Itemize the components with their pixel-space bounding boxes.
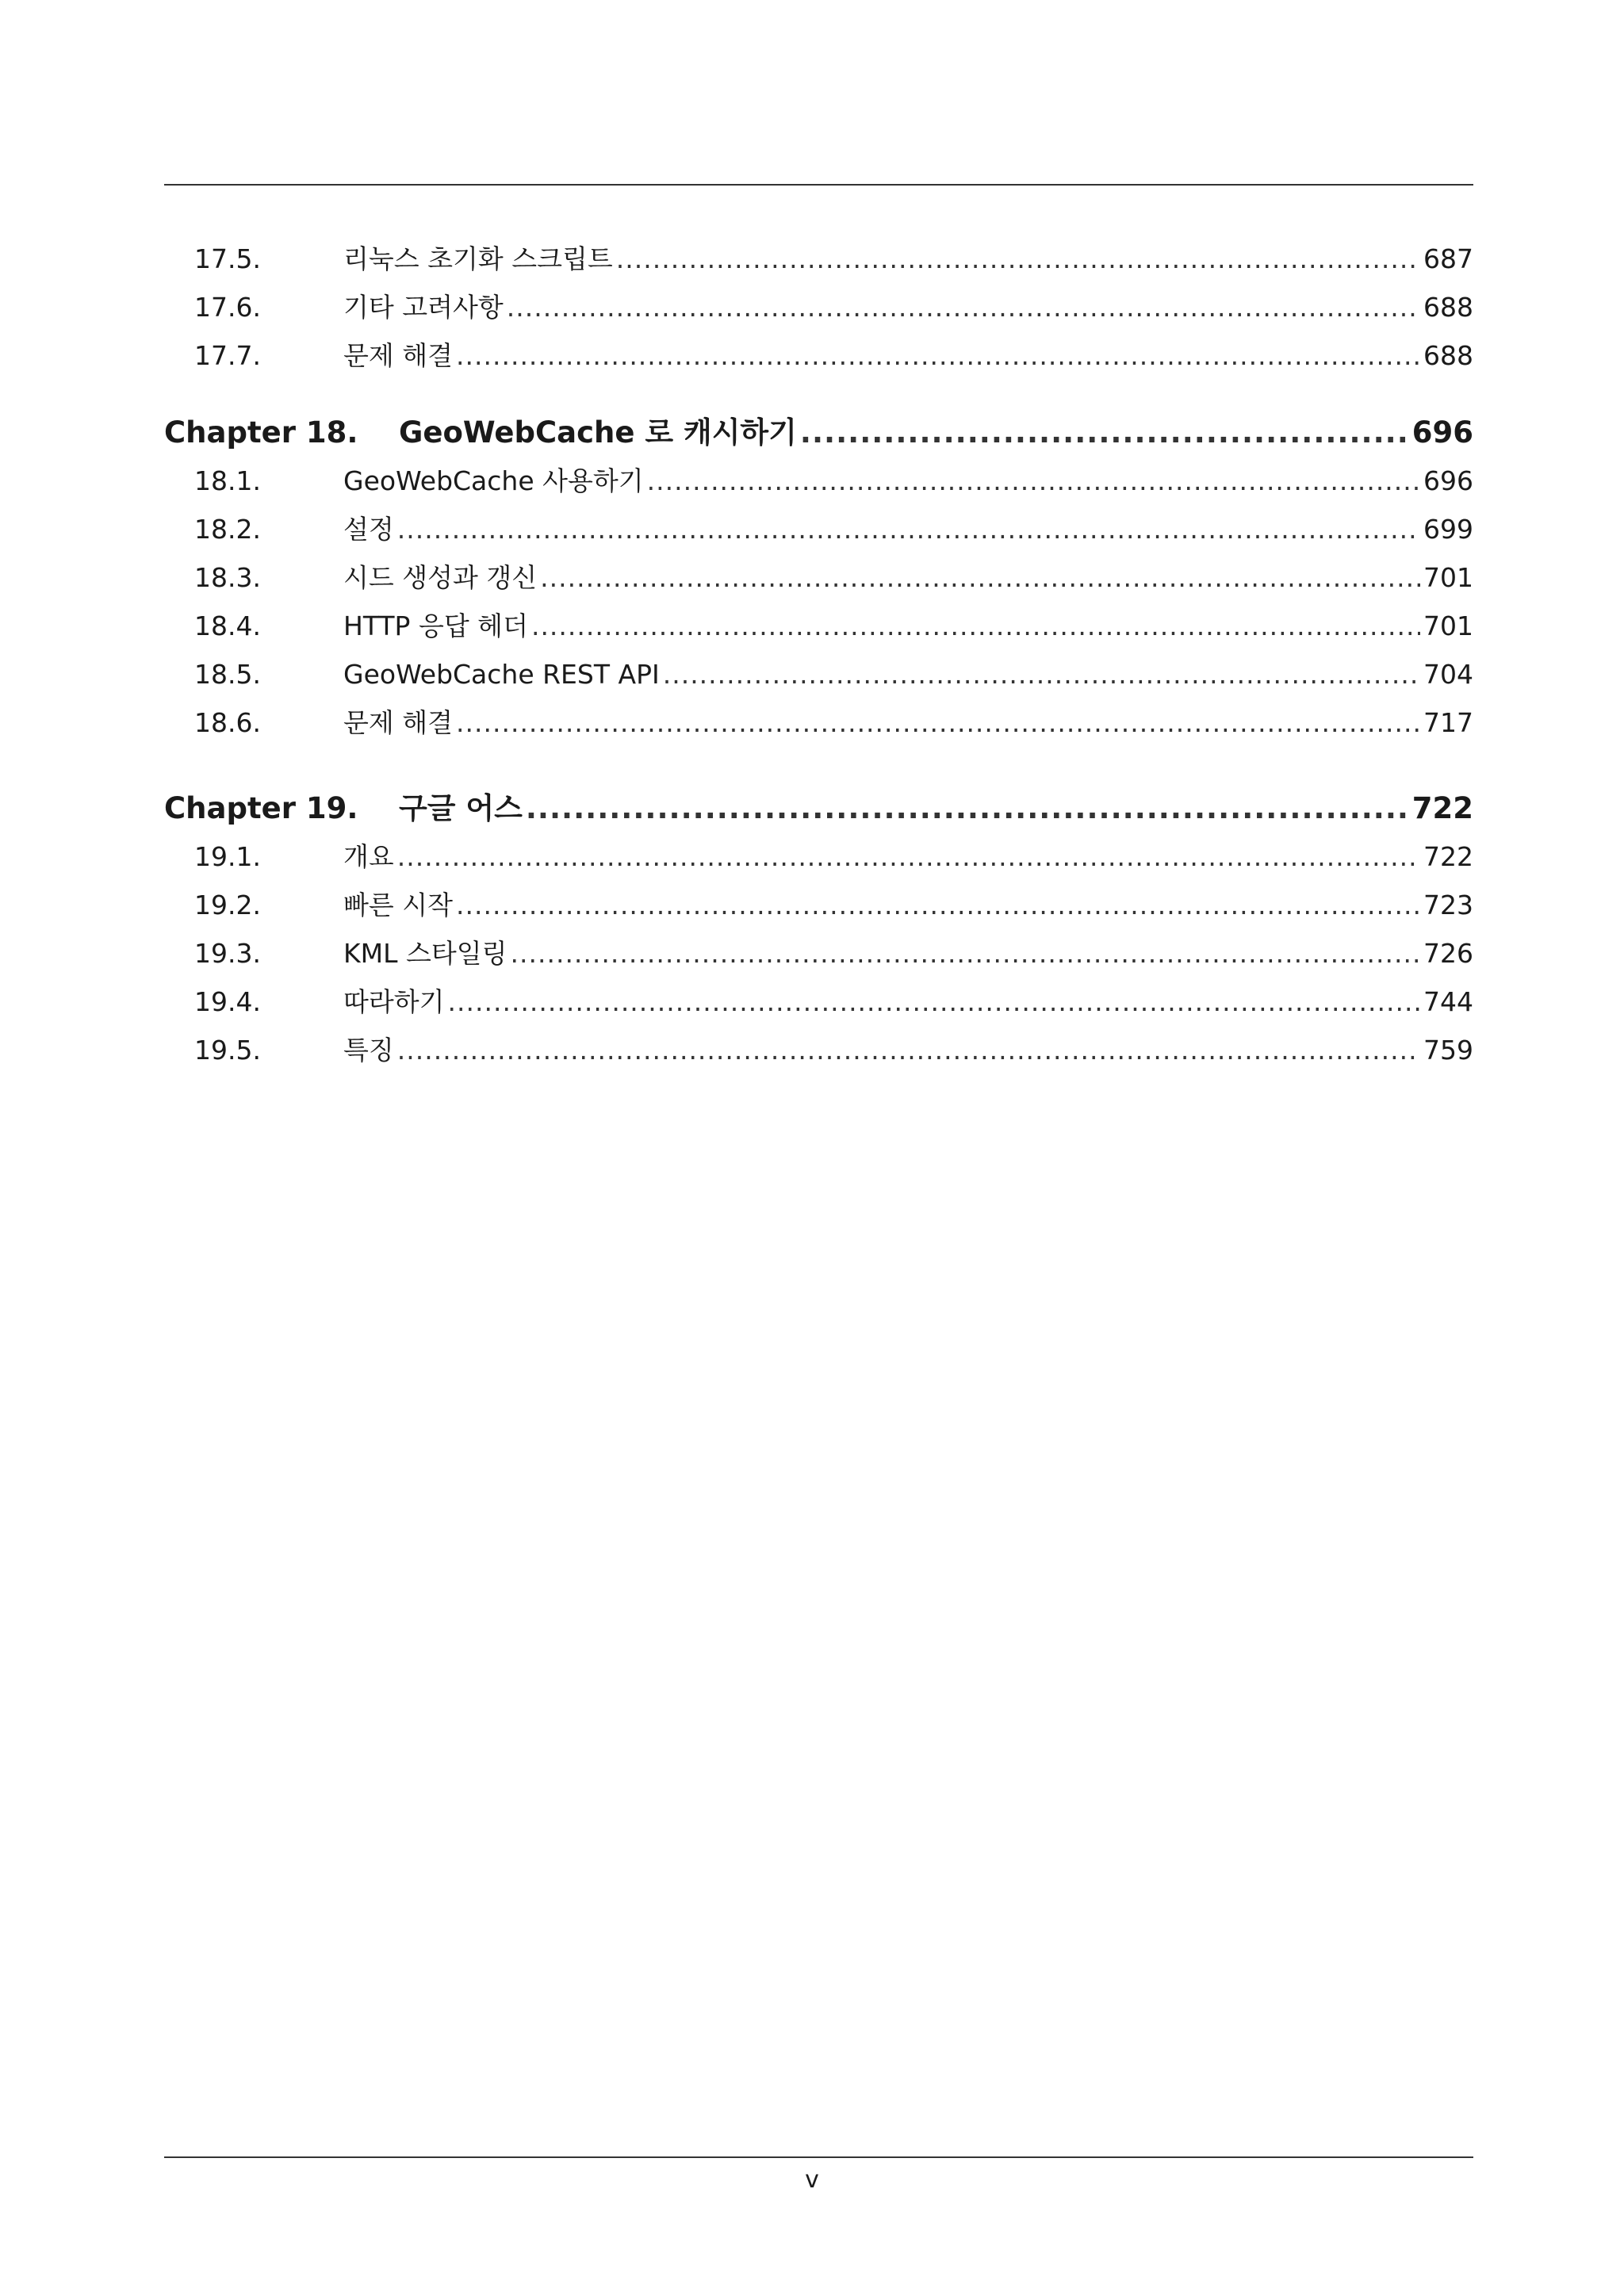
dot-leader	[456, 698, 1420, 747]
table-of-contents	[164, 235, 1473, 1074]
toc-entry-title: GeoWebCache 사용하기	[343, 465, 644, 496]
toc-entry-page: 744	[1423, 986, 1473, 1017]
toc-entry[interactable]	[164, 881, 1473, 929]
toc-entry[interactable]	[164, 553, 1473, 602]
toc-entry-number: 17.7.	[194, 340, 261, 371]
toc-entry-page: 722	[1423, 841, 1473, 872]
toc-entry-number: 19.3.	[194, 938, 261, 969]
dot-leader	[526, 784, 1409, 832]
toc-entry-number: 18.3.	[194, 562, 261, 593]
dot-leader	[507, 283, 1420, 331]
toc-entry-number: 19.4.	[194, 986, 261, 1017]
toc-entry[interactable]	[164, 283, 1473, 331]
dot-leader	[448, 978, 1420, 1026]
toc-entry[interactable]	[164, 457, 1473, 505]
toc-entry-title: 특징	[343, 1035, 394, 1066]
toc-entry[interactable]	[164, 832, 1473, 881]
toc-entry[interactable]	[164, 331, 1473, 380]
chapter-page: 696	[1411, 415, 1473, 450]
toc-entry[interactable]	[164, 1026, 1473, 1074]
toc-entry-title: 리눅스 초기화 스크립트	[343, 243, 613, 274]
toc-entry-title: 시드 생성과 갱신	[343, 562, 538, 593]
header-rule	[164, 184, 1473, 186]
dot-leader	[616, 235, 1420, 283]
dot-leader	[397, 1026, 1420, 1074]
toc-entry-page: 701	[1423, 562, 1473, 593]
toc-entry-number: 18.5.	[194, 659, 261, 690]
toc-chapter-18[interactable]	[164, 408, 1473, 457]
toc-entry-title: GeoWebCache REST API	[343, 659, 660, 690]
toc-entry-number: 18.2.	[194, 514, 261, 545]
dot-leader	[647, 457, 1420, 505]
footer-rule	[164, 2156, 1473, 2158]
toc-entry[interactable]	[164, 650, 1473, 698]
toc-entry-number: 18.1.	[194, 465, 261, 496]
toc-entry-page: 717	[1423, 707, 1473, 738]
toc-entry-page: 704	[1423, 659, 1473, 690]
toc-entry[interactable]	[164, 929, 1473, 978]
toc-entry-number: 19.2.	[194, 890, 261, 920]
toc-entry-number: 18.4.	[194, 610, 261, 641]
dot-leader	[800, 408, 1409, 457]
toc-entry-title: KML 스타일링	[343, 938, 508, 969]
chapter-number: Chapter 18.	[164, 415, 358, 450]
dot-leader	[397, 505, 1420, 553]
toc-entry-page: 759	[1423, 1035, 1473, 1066]
dot-leader	[540, 553, 1420, 602]
chapter-title: GeoWebCache 로 캐시하기	[399, 415, 797, 450]
dot-leader	[456, 881, 1420, 929]
toc-entry-number: 17.6.	[194, 292, 261, 323]
toc-entry-title: 설정	[343, 514, 394, 545]
toc-entry[interactable]	[164, 505, 1473, 553]
toc-entry-title: 문제 해결	[343, 340, 454, 371]
page-number: v	[805, 2166, 819, 2194]
toc-entry-title: 개요	[343, 841, 394, 872]
toc-entry-page: 696	[1423, 465, 1473, 496]
toc-entry-page: 726	[1423, 938, 1473, 969]
toc-entry[interactable]	[164, 698, 1473, 747]
toc-entry-title: 기타 고려사항	[343, 292, 504, 323]
dot-leader	[531, 602, 1420, 650]
toc-entry-page: 687	[1423, 243, 1473, 274]
toc-entry[interactable]	[164, 235, 1473, 283]
toc-entry-page: 688	[1423, 340, 1473, 371]
toc-entry-number: 19.5.	[194, 1035, 261, 1066]
chapter-page: 722	[1411, 791, 1473, 825]
dot-leader	[456, 331, 1420, 380]
toc-entry[interactable]	[164, 978, 1473, 1026]
toc-entry[interactable]	[164, 602, 1473, 650]
toc-entry-number: 17.5.	[194, 243, 261, 274]
toc-entry-page: 699	[1423, 514, 1473, 545]
toc-entry-title: 따라하기	[343, 986, 445, 1017]
toc-entry-page: 701	[1423, 610, 1473, 641]
toc-chapter-19[interactable]	[164, 784, 1473, 832]
dot-leader	[397, 832, 1420, 881]
dot-leader	[663, 650, 1420, 698]
toc-entry-title: 문제 해결	[343, 707, 454, 738]
toc-entry-number: 19.1.	[194, 841, 261, 872]
toc-entry-title: 빠른 시작	[343, 890, 454, 920]
chapter-title: 구글 어스	[399, 791, 523, 825]
chapter-number: Chapter 19.	[164, 791, 358, 825]
toc-entry-title: HTTP 응답 헤더	[343, 610, 528, 641]
dot-leader	[511, 929, 1421, 978]
toc-entry-page: 723	[1423, 890, 1473, 920]
toc-entry-number: 18.6.	[194, 707, 261, 738]
toc-entry-page: 688	[1423, 292, 1473, 323]
